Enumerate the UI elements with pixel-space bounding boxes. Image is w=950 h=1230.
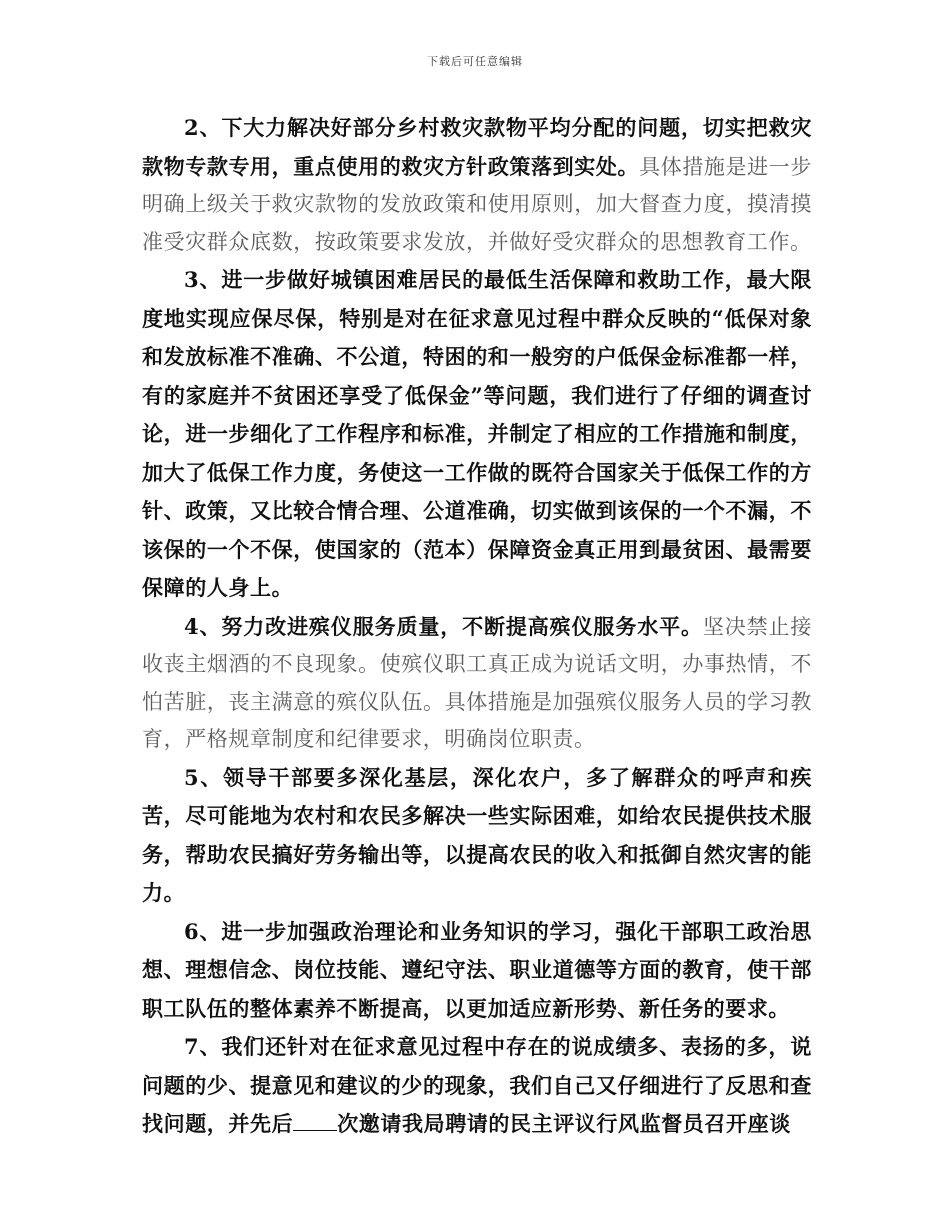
paragraph-4-detail: 坚决禁止接收丧主烟酒的不良现象。使殡仪职工真正成为说话文明，办事热情，不怕苦脏，丧主满意的殡仪队伍。具体措施是加强殡仪服务人员的学习教育，严格规章制度和纪律要求，明确岗位职责。 [142, 614, 812, 751]
paragraph-6 [142, 913, 812, 1029]
paragraph-4 [142, 608, 812, 759]
paragraph-4-bold: 4、努力改进殡仪服务质量，不断提高殡仪服务水平。 [184, 613, 703, 639]
fill-in-blank [293, 1112, 337, 1131]
paragraph-5 [142, 759, 812, 913]
paragraph-3-bold: 3、进一步做好城镇困难居民的最低生活保障和救助工作，最大限度地实现应保尽保，特别是对在征求意见过程中群众反映的“低保对象和发放标准不准确、不公道，特困的和一般穷的户低保金标准都一样，有的家庭并不贫困还享受了低保金”等问题，我们进行了仔细的调查讨论，进一步细化了工作程序和标准，并制定了相应的工作措施和制度，加大了低保工作力度，务使这一工作做的既符合国家关于低保工作的方针、政策，又比较合情合理、公道准确，切实做到该保的一个不漏，不该保的一个不保，使国家的（范本）保障资金真正用到最贫困、最需要保障的人身上。 [142, 267, 812, 600]
paragraph-5-bold: 5、领导干部要多深化基层，深化农户，多了解群众的呼声和疾苦，尽可能地为农村和农民多解决一些实际困难，如给农民提供技术服务，帮助农民搞好劳务输出等，以提高农民的收入和抵御自然灾害的能力。 [142, 764, 812, 905]
paragraph-7-bold-continued: 次邀请我局聘请的民主评议行风监督员召开座谈 [337, 1111, 791, 1136]
paragraph-7-bold: 7、我们还针对在征求意见过程中存在的说成绩多、表扬的多，说问题的少、提意见和建议的少的现象，我们自己又仔细进行了反思和查找问题，并先后 [142, 1034, 812, 1136]
page-header: 下载后可任意编辑 [427, 55, 523, 68]
paragraph-3 [142, 261, 812, 608]
paragraph-6-bold: 6、进一步加强政治理论和业务知识的学习，强化干部职工政治思想、理想信念、岗位技能、遵纪守法、职业道德等方面的教育，使干部职工队伍的整体素养不断提高，以更加适应新形势、新任务的要求。 [142, 918, 812, 1021]
paragraph-2-detail: 具体措施是进一步明确上级关于救灾款物的发放政策和使用原则，加大督查力度，摸清摸准受灾群众底数，按政策要求发放，并做好受灾群众的思想教育工作。 [142, 154, 812, 254]
document-body [142, 109, 812, 1144]
paragraph-2 [142, 109, 812, 261]
paragraph-2-bold: 2、下大力解决好部分乡村救灾款物平均分配的问题，切实把救灾款物专款专用，重点使用的救灾方针政策落到实处。 [142, 115, 812, 179]
paragraph-7 [142, 1028, 812, 1144]
